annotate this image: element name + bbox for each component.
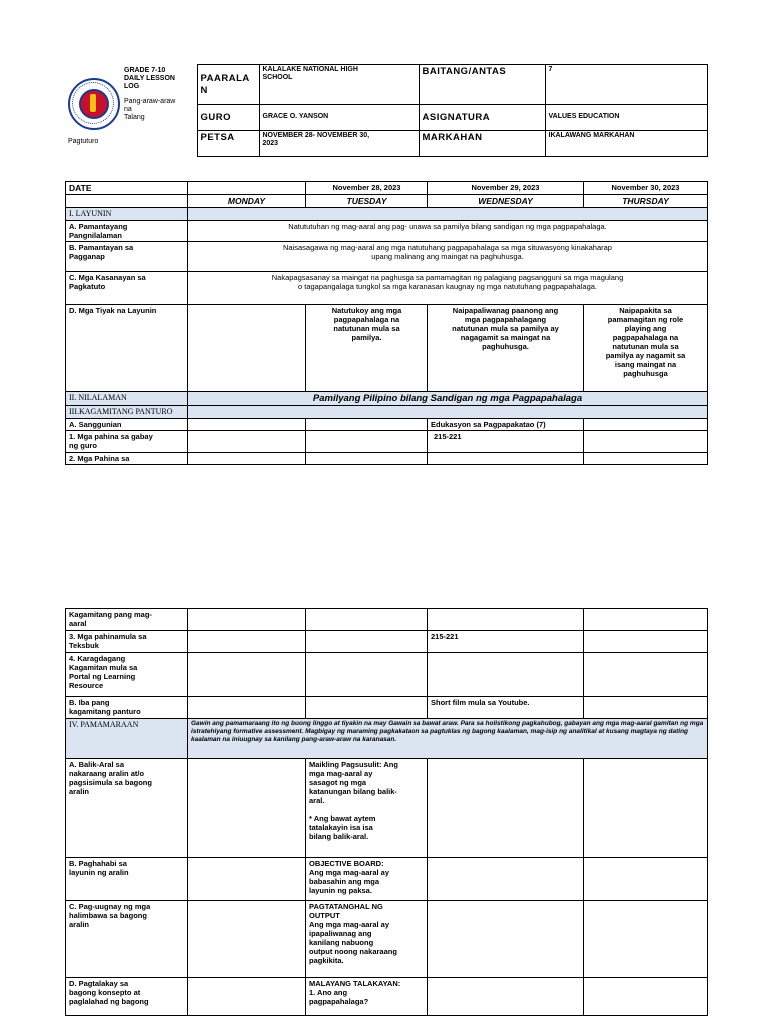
pagtuturo-label: Pagtuturo: [68, 137, 99, 145]
kasanayan-label: C. Mga Kasanayan sa Pagkatuto: [66, 271, 188, 304]
pamantayang-pangnilalaman-label: A. Pamantayang Pangnilalaman: [66, 220, 188, 241]
kagamitan-mag-aaral-label: Kagamitang pang mag- aaral: [66, 609, 188, 631]
pag-uugnay-tue-cell: [306, 901, 428, 978]
pamantayan-pagganap-label: B. Pamantayan sa Pagganap: [66, 241, 188, 271]
pagtalakay-label: D. Pagtalakay sa bagong konsepto at paglalahad ng bagong: [66, 978, 188, 1016]
deped-seal-icon: [68, 78, 120, 130]
pamamaraan-heading: IV. PAMAMARAAN: [66, 719, 188, 759]
grade-label: GRADE 7-10 DAILY LESSON LOG: [124, 66, 175, 91]
daily-label: Pang-araw-araw na Talang: [124, 97, 176, 122]
pamamaraan-text: Gawin ang pamamaraang ito ng buong linggo at tiyakin na may Gawain sa bawat araw. Para sa holistikong pagkahubog, gabayan ang mga mag-aaral gamitan ng mga istratehiyang formative assessment. Magbigay ng maraming pagkakataon sa pagtuklas ng bagong kaalaman, mag-isip ng analitikal at kusang magtaya ng dating kaalaman na iniuugnay sa kanilang pang-araw-araw na karanasan.: [188, 719, 708, 759]
pamantayan-pagganap-text: Naisasagawa ng mag-aaral ang mga natutuhang pagpapahalaga sa mga situwasyong kinakaharap upang malinang ang maingat na paghuhusga.: [188, 241, 708, 271]
malayang-talakayan-title: MALAYANG TALAKAYAN:: [309, 979, 401, 988]
paaralan-label: PAARALA N: [197, 65, 259, 105]
tiyak-layunin-wed: Naipapaliwanag paanong ang mga pagpapahalagang natutunan mula sa pamilya ay nagagamit sa maingat na paghuhusga.: [428, 304, 584, 391]
day-monday: MONDAY: [188, 195, 306, 208]
gabay-guro-wed: 215-221: [428, 430, 584, 452]
pagtatanghal-title: PAGTATANGHAL NG OUTPUT: [309, 902, 383, 920]
paghahabi-label: B. Paghahabi sa layunin ng aralin: [66, 858, 188, 901]
balik-aral-label: A. Balik-Aral sa nakaraang aralin at/o pagsisimula sa bagong aralin: [66, 759, 188, 858]
asignatura-value: VALUES EDUCATION: [545, 105, 707, 131]
grade-label-cell: [121, 65, 197, 157]
tiyak-layunin-tue: Natutukoy ang mga pagpapahalaga na natutunan mula sa pamilya.: [306, 304, 428, 391]
layunin-heading: I. LAYUNIN: [66, 208, 188, 221]
day-wednesday: WEDNESDAY: [428, 195, 584, 208]
deped-seal-cell: [65, 65, 121, 157]
tiyak-na-layunin-label: D. Mga Tiyak na Layunin: [66, 304, 188, 391]
nilalaman-heading: II. NILALAMAN: [66, 391, 188, 405]
gabay-guro-label: 1. Mga pahina sa gabay ng guro: [66, 430, 188, 452]
lesson-table-1: [65, 181, 708, 465]
tiyak-layunin-thu: Naipapakita sa pamamagitan ng role playing ang pagpapahalaga na natutunan mula sa pamilya ay nagamit sa isang maingat na paghuhusga: [584, 304, 708, 391]
baitang-label: BAITANG/ANTAS: [419, 65, 545, 105]
pahina-label: 2. Mga Pahina sa: [66, 452, 188, 464]
markahan-value: IKALAWANG MARKAHAN: [545, 131, 707, 157]
teksbuk-wed: 215-221: [428, 631, 584, 653]
paghahabi-tue-cell: [306, 858, 428, 901]
petsa-value: NOVEMBER 28- NOVEMBER 30, 2023: [259, 131, 419, 157]
pamantayang-pangnilalaman-text: Natututuhan ng mag-aaral ang pag- unawa sa pamilya bilang sandigan ng mga pagpapahalaga.: [188, 220, 708, 241]
day-thursday: THURSDAY: [584, 195, 708, 208]
date-tue: November 28, 2023: [306, 182, 428, 195]
lesson-table-2: [65, 608, 708, 1016]
iba-pang-kagamitan-label: B. Iba pang kagamitang panturo: [66, 697, 188, 719]
pagtalakay-tue-cell: [306, 978, 428, 1016]
iba-pang-kagamitan-wed: Short film mula sa Youtube.: [428, 697, 584, 719]
objective-board-title: OBJECTIVE BOARD:: [309, 859, 384, 868]
guro-value: GRACE O. YANSON: [259, 105, 419, 131]
paaralan-value: KALALAKE NATIONAL HIGH SCHOOL: [259, 65, 419, 105]
asignatura-label: ASIGNATURA: [419, 105, 545, 131]
date-wed: November 29, 2023: [428, 182, 584, 195]
date-thu: November 30, 2023: [584, 182, 708, 195]
pagtalakay-tue: 1. Ano ang pagpapahalaga?: [309, 988, 369, 1006]
header-table: [65, 64, 708, 157]
karagdagang-kagamitan-label: 4. Karagdagang Kagamitan mula sa Portal ng Learning Resource: [66, 653, 188, 697]
pag-uugnay-label: C. Pag-uugnay ng mga halimbawa sa bagong aralin: [66, 901, 188, 978]
paghahabi-tue: Ang mga mag-aaral ay babasahin ang mga layunin ng paksa.: [309, 868, 390, 895]
sanggunian-wed: Edukasyon sa Pagpapakatao (7): [428, 418, 584, 430]
kagamitang-panturo-heading: III.KAGAMITANG PANTURO: [66, 406, 188, 419]
sanggunian-label: A. Sanggunian: [66, 418, 188, 430]
pag-uugnay-tue: Ang mga mag-aaral ay ipapaliwanag ang kanilang nabuong output noong nakaraang pagkikita.: [309, 920, 397, 965]
balik-aral-tue: Maikling Pagsusulit: Ang mga mag-aaral ay sasagot ng mga katanungan bilang balik- aral. * Ang bawat aytem tatalakayin isa isa bilang balik-aral.: [306, 759, 428, 858]
baitang-value: 7: [545, 65, 707, 105]
teksbuk-label: 3. Mga pahinamula sa Teksbuk: [66, 631, 188, 653]
kasanayan-text: Nakapagsasanay sa maingat na paghusga sa pamamagitan ng palagiang pagsangguni sa mga magulang o tagapangalaga tungkol sa mga karanasan kaugnay ng mga natutuhang pagpapahalaga.: [188, 271, 708, 304]
date-label: DATE: [66, 182, 188, 195]
petsa-label: PETSA: [197, 131, 259, 157]
day-tuesday: TUESDAY: [306, 195, 428, 208]
guro-label: GURO: [197, 105, 259, 131]
nilalaman-text: Pamilyang Pilipino bilang Sandigan ng mga Pagpapahalaga: [188, 391, 708, 405]
markahan-label: MARKAHAN: [419, 131, 545, 157]
